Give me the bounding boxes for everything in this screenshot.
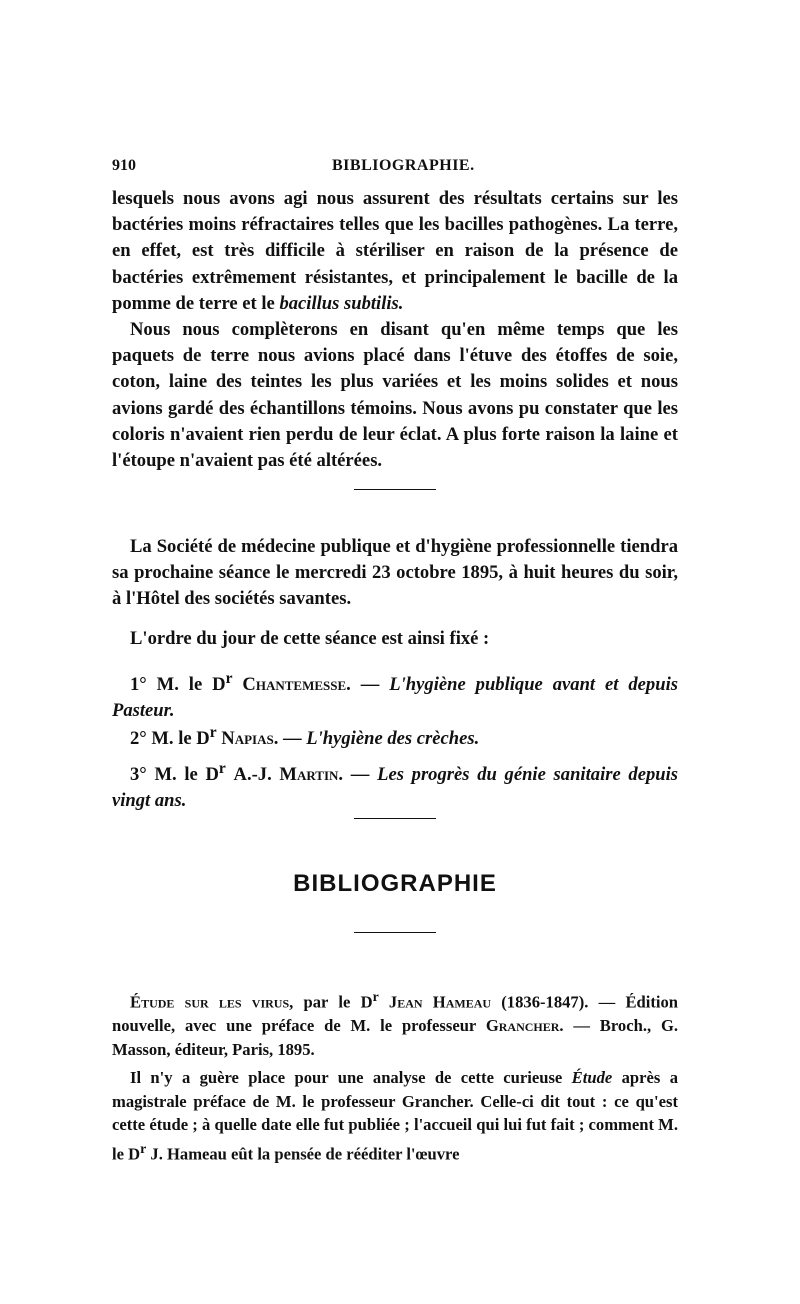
review-title: Étude sur les virus, xyxy=(130,992,294,1012)
separator-rule xyxy=(354,489,436,490)
separator-rule xyxy=(354,818,436,819)
agenda-item-2: 2° M. le $D^r$ Napias. — L'hygiène des crèches. xyxy=(130,724,480,750)
review-body: Il n'y a guère place pour une analyse de cette curieuse Étude après a magistrale préface de M. le professeur Grancher. Celle-ci dit tout : ce qu'est cette étude ; à quelle date elle fut publiée ; l'accueil qui lui fut fait ; comment M. le $D^r$ J. Hameau eût la pensée de rééditer l'œuvre xyxy=(112,1068,678,1164)
agenda-topic: Les progrès du génie sanitaire depuis vingt ans. xyxy=(112,764,679,812)
top-text xyxy=(112,186,678,474)
separator-rule xyxy=(354,932,436,933)
speaker-name: Napias. xyxy=(221,728,279,750)
agenda-item-3: 3° M. le $D^r$ A.-J. Martin. — Les progrès du génie sanitaire depuis vingt ans. xyxy=(112,760,679,812)
running-title: BIBLIOGRAPHIE. xyxy=(332,157,475,174)
speaker-name: Chantemesse. xyxy=(242,674,351,696)
page-header xyxy=(112,157,678,183)
section-title: BIBLIOGRAPHIE xyxy=(293,870,497,897)
paragraph-continuation: lesquels nous avons agi nous assurent des résultats certains sur les bactéries moins réfractaires telles que les bacilles pathogènes. La terre, en effet, est très difficile à stériliser en raison de la présence de bactéries extrêmement résistantes, et principalement le bacille de la pomme de terre et le bacillus subtilis. xyxy=(112,188,678,314)
speaker-name: A.-J. Martin. xyxy=(233,764,344,786)
agenda-item-1: 1° M. le $D^r$ Chantemesse. — L'hygiène publique avant et depuis Pasteur. xyxy=(112,670,678,722)
review-prefacer: Grancher. xyxy=(485,1016,564,1036)
italic-term: Étude xyxy=(571,1068,613,1087)
paragraph-fabrics: Nous nous complèterons en disant qu'en même temps que les paquets de terre nous avions placé dans l'étuve des étoffes de soie, coton, laine des teintes les plus variées et les moins solides et nous avions gardé des échantillons témoins. Nous avons pu constater que les coloris n'avaient rien perdu de leur éclat. A plus forte raison la laine et l'étoupe n'avaient pas été altérées. xyxy=(112,319,678,472)
italic-term: bacillus subtilis. xyxy=(279,292,404,314)
review-citation: Étude sur les virus, par le $D^r$ Jean Hameau (1836-1847). — Édition nouvelle, avec une préface de M. le professeur Grancher. — Broch., G. Masson, éditeur, Paris, 1895. xyxy=(112,989,679,1059)
agenda-topic: L'hygiène publique avant et depuis Pasteur. xyxy=(112,674,678,722)
page-number: 910 xyxy=(112,157,136,174)
agenda-intro xyxy=(112,626,678,652)
review-author: Jean Hameau xyxy=(378,992,492,1012)
notice-paragraph: La Société de médecine publique et d'hygiène professionnelle tiendra sa prochaine séance le mercredi 23 octobre 1895, à huit heures du soir, à l'Hôtel des sociétés savantes. xyxy=(112,536,678,610)
agenda-topic: L'hygiène des crèches. xyxy=(306,728,480,750)
notice-text xyxy=(112,534,678,613)
agenda-intro-text: L'ordre du jour de cette séance est ainsi fixé : xyxy=(130,628,490,649)
